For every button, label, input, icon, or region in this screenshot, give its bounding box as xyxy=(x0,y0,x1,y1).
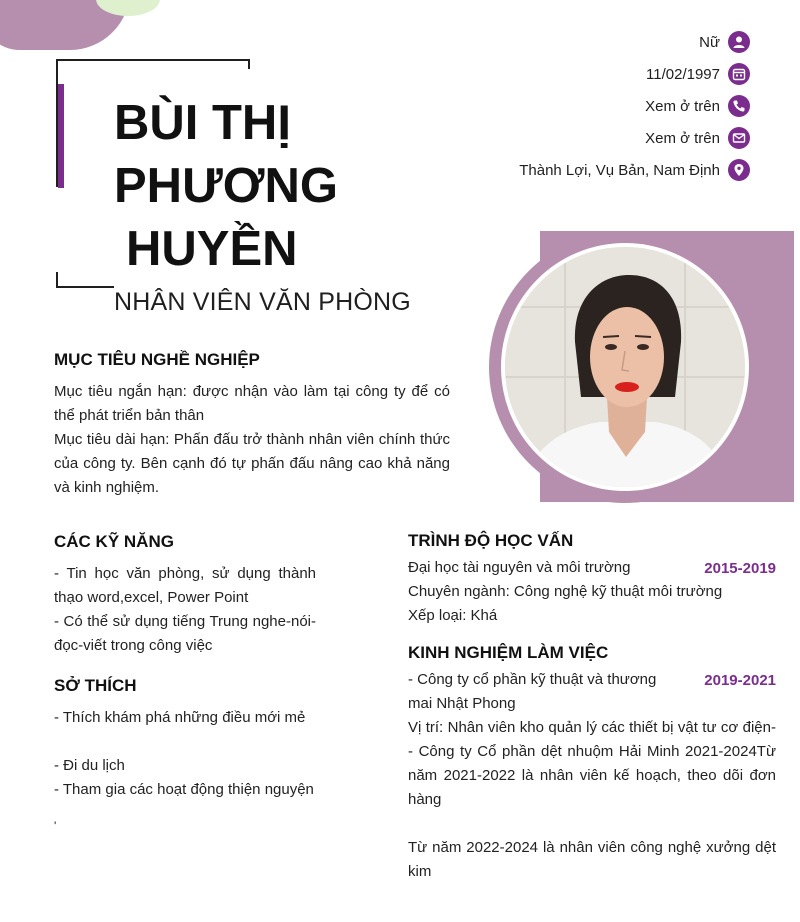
hobby-stray-mark: ' xyxy=(54,819,57,833)
education-years: 2015-2019 xyxy=(704,560,776,577)
email-text: Xem ở trên xyxy=(645,129,720,147)
skill-item: - Có thể sử dụng tiếng Trung nghe-nói- đọc-viết trong công việc xyxy=(54,613,316,654)
hobby-item: - Tham gia các hoạt động thiện nguyện xyxy=(54,781,314,798)
phone-icon xyxy=(728,95,750,117)
contact-gender xyxy=(699,28,750,56)
user-icon xyxy=(728,31,750,53)
calendar-icon xyxy=(728,63,750,85)
experience-detail-2: Từ năm 2022-2024 là nhân viên công nghệ xưởng dệt kim xyxy=(408,839,776,880)
name-frame-tick xyxy=(248,59,250,69)
hobby-item: - Thích khám phá những điều mới mẻ xyxy=(54,709,306,726)
contact-email xyxy=(645,124,750,152)
location-icon xyxy=(728,159,750,181)
skill-item: - Tin học văn phòng, sử dụng thành thạo word,excel, Power Point xyxy=(54,565,316,606)
birthday-text: 11/02/1997 xyxy=(646,65,720,83)
name-line-3: HUYỀN xyxy=(126,222,298,276)
name-frame-top xyxy=(56,59,250,61)
name-line-2: PHƯƠNG xyxy=(114,159,339,213)
skills-heading: CÁC KỸ NĂNG xyxy=(54,532,174,551)
contact-phone xyxy=(645,92,750,120)
name-frame-accent xyxy=(58,84,64,188)
objective-long-term: Mục tiêu dài hạn: Phấn đấu trở thành nhân viên chính thức của công ty. Bên cạnh đó tự phấn đấu nâng cao khả năng và kinh nghiệm. xyxy=(54,431,450,496)
name-frame-bottom xyxy=(56,286,114,288)
education-grade: Xếp loại: Khá xyxy=(408,607,498,624)
education-school: Đại học tài nguyên và môi trường xyxy=(408,559,631,576)
mail-icon xyxy=(728,127,750,149)
contact-address xyxy=(519,156,750,184)
experience-years: 2019-2021 xyxy=(704,672,776,689)
objective-short-term: Mục tiêu ngắn hạn: được nhận vào làm tại công ty để có thể phát triển bản thân xyxy=(54,383,450,424)
full-name xyxy=(114,92,444,281)
hobbies-heading: SỞ THÍCH xyxy=(54,676,137,695)
objective-heading: MỤC TIÊU NGHỀ NGHIỆP xyxy=(54,350,260,369)
name-line-1: BÙI THỊ xyxy=(114,96,291,150)
phone-text: Xem ở trên xyxy=(645,97,720,115)
profile-photo xyxy=(505,247,745,487)
address-text: Thành Lợi, Vụ Bản, Nam Định xyxy=(519,161,720,179)
job-title: NHÂN VIÊN VĂN PHÒNG xyxy=(114,288,411,316)
education-heading: TRÌNH ĐỘ HỌC VẤN xyxy=(408,531,574,550)
experience-heading: KINH NGHIỆM LÀM VIỆC xyxy=(408,643,609,662)
contact-birthday xyxy=(646,60,750,88)
gender-text: Nữ xyxy=(699,33,720,51)
experience-company: - Công ty cổ phần kỹ thuật và thương mai Nhật Phong xyxy=(408,671,657,712)
experience-detail: Vị trí: Nhân viên kho quản lý các thiết bị vật tư cơ điện- - Công ty Cổ phần dệt nhuộm Hải Minh 2021-2024Từ năm 2021-2022 là nhân viên kế hoạch, theo dõi đơn hàng xyxy=(408,719,776,808)
education-major: Chuyên ngành: Công nghệ kỹ thuật môi trường xyxy=(408,583,723,600)
hobby-item: - Đi du lịch xyxy=(54,757,125,774)
